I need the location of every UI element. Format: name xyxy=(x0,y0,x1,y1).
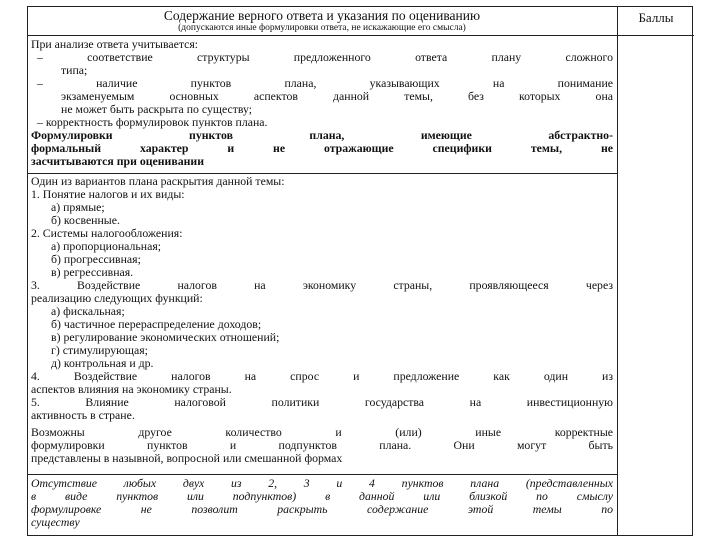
criteria-section xyxy=(31,38,613,168)
criteria-note-line-2: формальный характер и не отражающие специфики темы, не xyxy=(31,141,613,155)
plan-line: б) косвенные. xyxy=(51,213,120,227)
criteria-intro: При анализе ответа учитывается: xyxy=(31,37,199,51)
grading-table xyxy=(27,6,693,536)
plan-line: в) регрессивная. xyxy=(51,265,134,279)
plan-line: а) пропорциональная; xyxy=(51,239,162,253)
column-divider xyxy=(617,7,618,535)
plan-line: 3. Воздействие налогов на экономику страны, проявляющееся через xyxy=(31,278,613,292)
plan-line: д) контрольная и др. xyxy=(51,356,154,370)
plan-line: б) прогрессивная; xyxy=(51,252,141,266)
plan-line: в) регулирование экономических отношений; xyxy=(51,330,280,344)
plan-line: 5. Влияние налоговой политики государства на инвестиционную xyxy=(31,395,613,409)
criteria-item-2-line-2: экзаменуемым основных аспектов данной темы, без которых она xyxy=(61,89,613,103)
header-title: Содержание верного ответа и указания по оцениванию xyxy=(163,8,481,23)
plan-line: аспектов влияния на экономику страны. xyxy=(31,382,232,396)
plan-other-line-2: формулировки пунктов и подпунктов плана. Они могут быть xyxy=(31,438,613,452)
footer-section xyxy=(31,477,613,529)
criteria-item-1-line-2: типа; xyxy=(61,63,88,77)
footer-line-1: Отсутствие любых двух из 2, 3 и 4 пунктов плана (представленных xyxy=(31,476,613,490)
plan-line: 1. Понятие налогов и их виды: xyxy=(31,187,185,201)
plan-line: г) стимулирующая; xyxy=(51,343,148,357)
plan-line: а) фискальная; xyxy=(51,304,125,318)
plan-line: реализацию следующих функций: xyxy=(31,291,203,305)
criteria-note-line-1: Формулировки пунктов плана, имеющие абстрактно- xyxy=(31,128,613,142)
score-header: Баллы xyxy=(638,10,674,25)
plan-line: 4. Воздействие налогов на спрос и предложение как один из xyxy=(31,369,613,383)
plan-other-line-3: представлены в назывной, вопросной или смешанной формах xyxy=(31,451,343,465)
header-subtitle: (допускаются иные формулировки ответа, не искажающие его смысла) xyxy=(178,23,466,33)
criteria-note-line-3: засчитываются при оценивании xyxy=(31,154,205,168)
criteria-item-3-line-1: – корректность формулировок пунктов плана. xyxy=(37,115,268,129)
plan-line: 2. Системы налогообложения: xyxy=(31,226,183,240)
plan-intro: Один из вариантов плана раскрытия данной темы: xyxy=(31,174,285,188)
footer-line-3: формулировке не позволит раскрыть содержание этой темы по xyxy=(31,502,613,516)
criteria-item-1-line-1: – соответствие структуры предложенного ответа плану сложного xyxy=(37,50,613,64)
plan-other-line-1: Возможны другое количество и (или) иные корректные xyxy=(31,425,613,439)
footer-line-2: в виде пунктов или подпунктов) в данной или близкой по смыслу xyxy=(31,489,613,503)
header-divider xyxy=(28,35,694,36)
plan-section xyxy=(31,175,613,465)
answer-header xyxy=(31,9,613,34)
plan-divider xyxy=(28,474,617,475)
plan-line: а) прямые; xyxy=(51,200,105,214)
criteria-item-2-line-3: не может быть раскрыта по существу; xyxy=(61,102,253,116)
plan-line: активность в стране. xyxy=(31,408,135,422)
criteria-item-2-line-1: – наличие пунктов плана, указывающих на понимание xyxy=(37,76,613,90)
footer-line-4: существу xyxy=(31,515,80,529)
plan-list xyxy=(31,188,613,422)
plan-line: б) частичное перераспределение доходов; xyxy=(51,317,262,331)
